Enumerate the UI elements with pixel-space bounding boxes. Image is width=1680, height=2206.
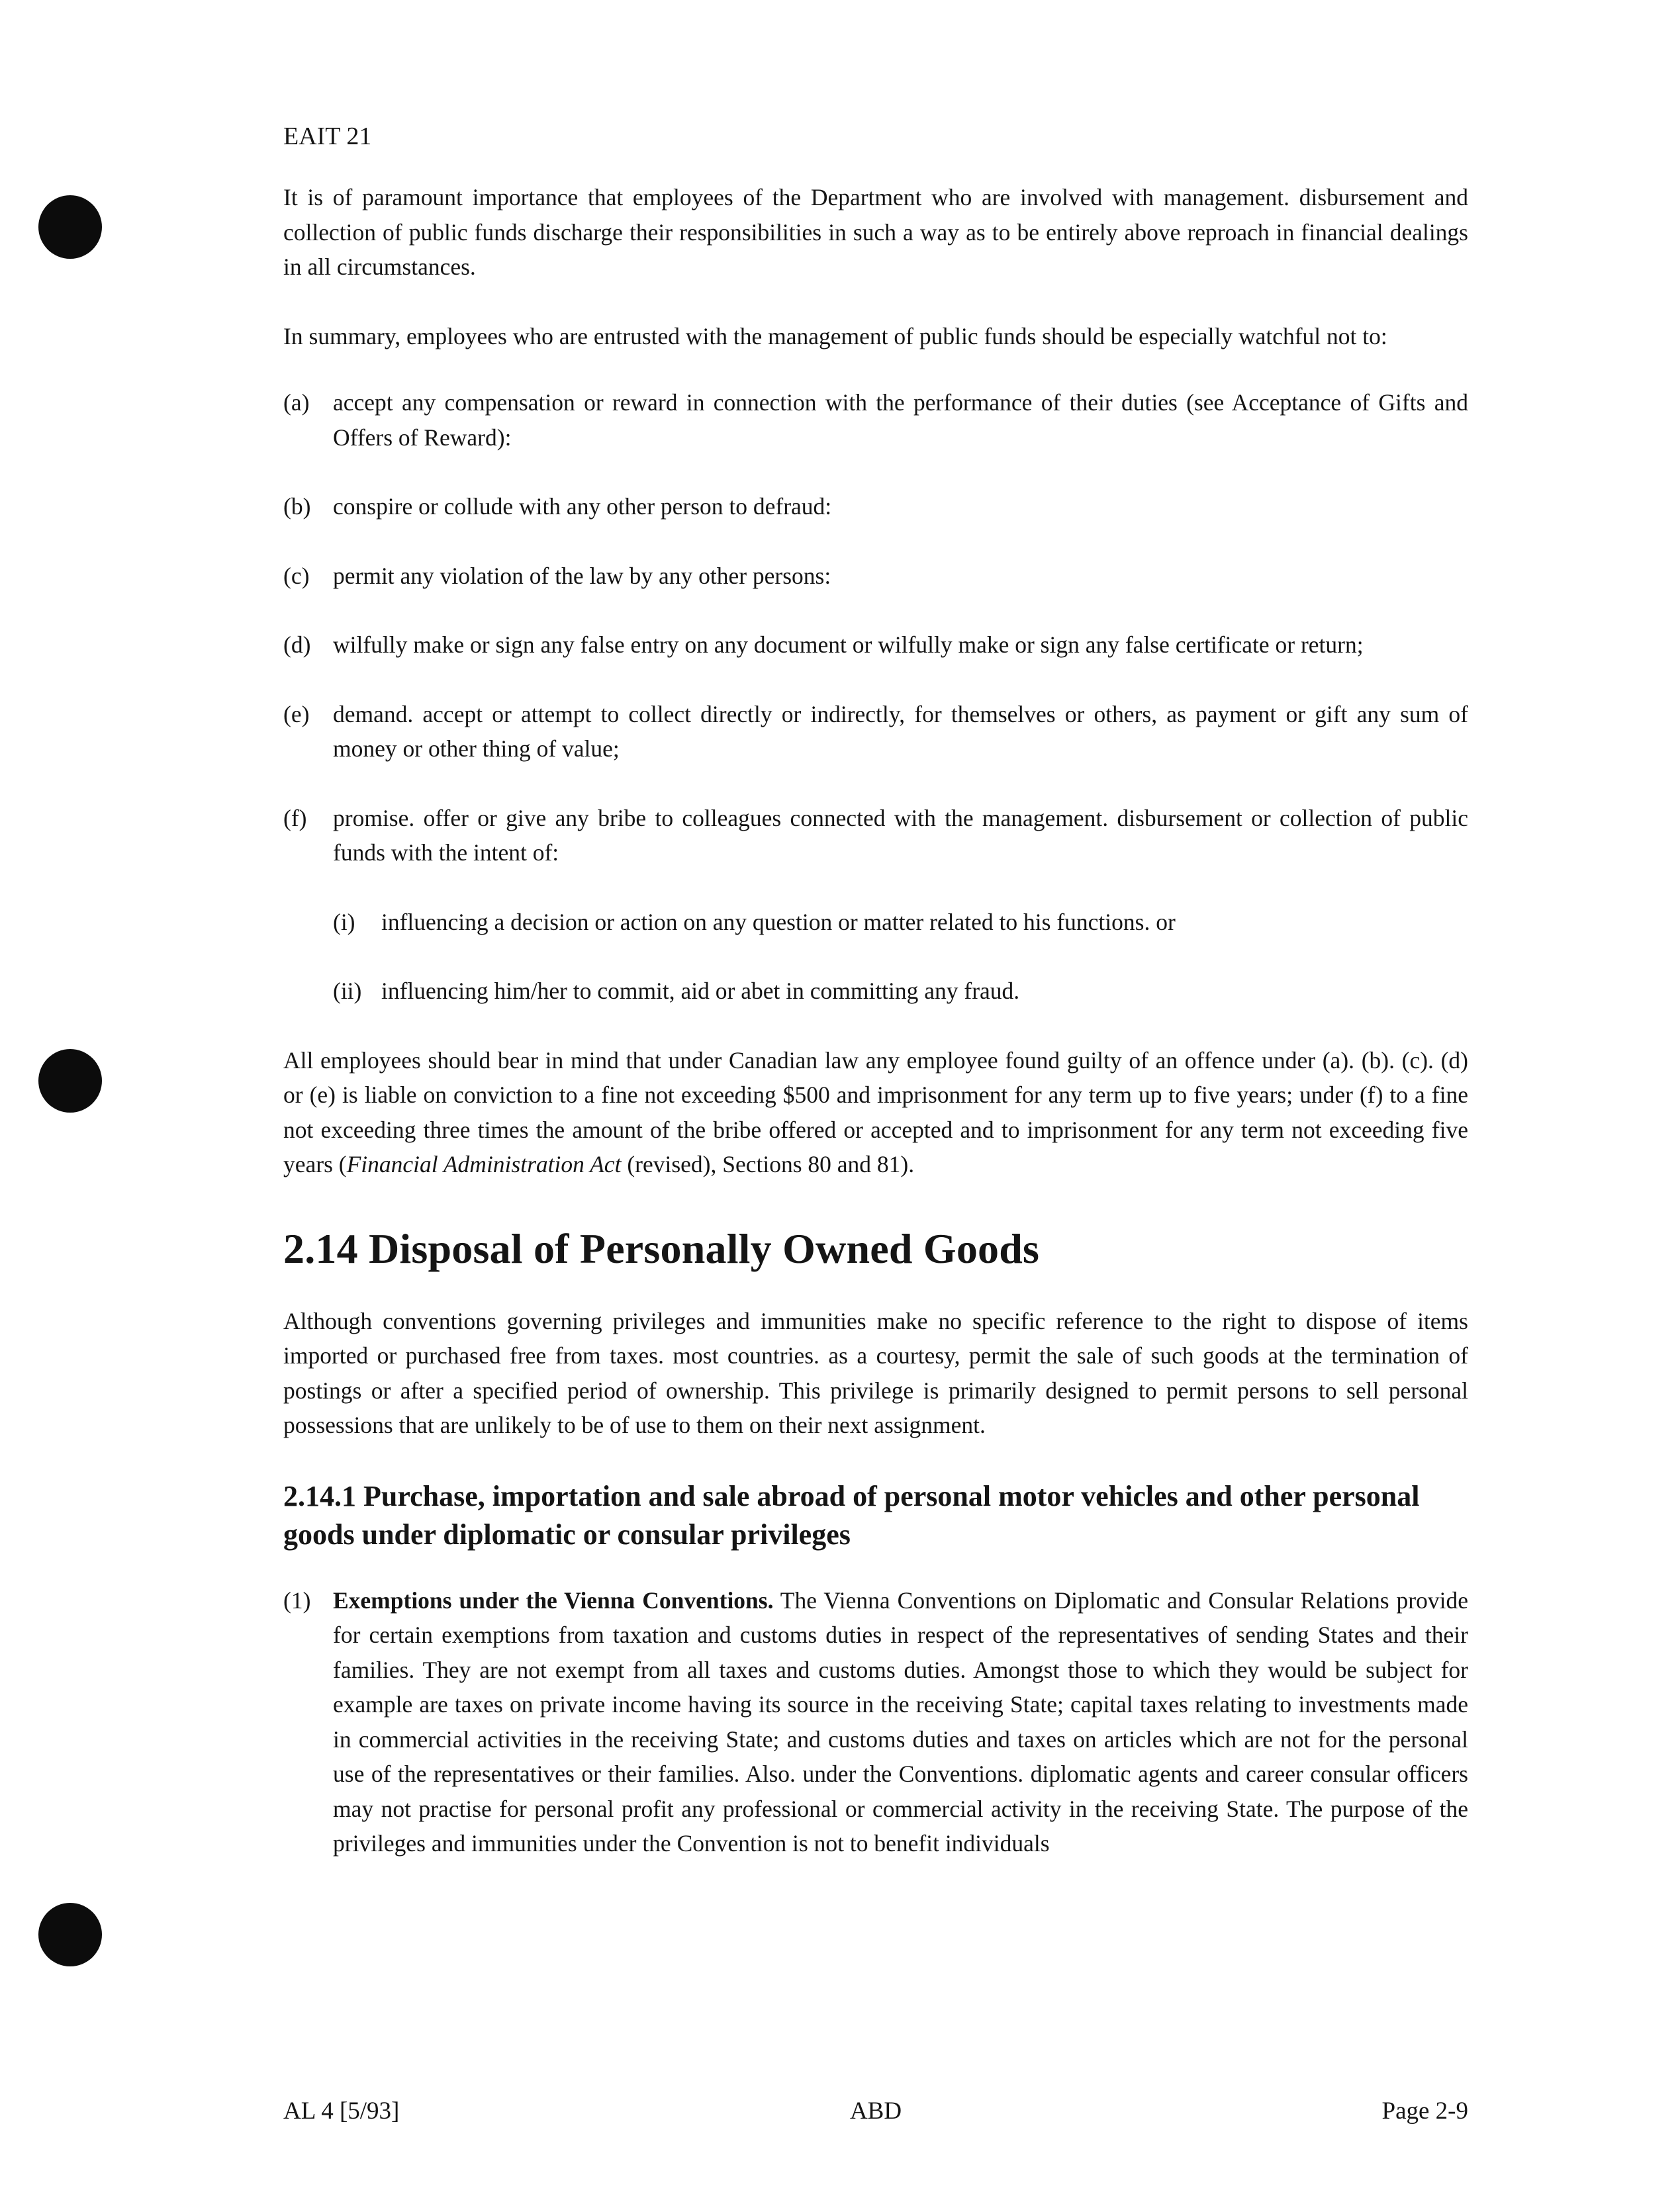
intro-paragraph: It is of paramount importance that employees of the Department who are involved with management. disbursement and collection of public funds discharge their responsibilities in such a way as to be entirely above reproach in financial dealings in all circumstances. — [283, 184, 1468, 280]
item-marker: (d) — [283, 631, 311, 658]
list-item — [283, 489, 1468, 524]
item-marker: (a) — [283, 389, 310, 416]
punch-hole — [38, 1049, 102, 1113]
list-item — [283, 697, 1468, 766]
item-text: wilfully make or sign any false entry on any document or wilfully make or sign any false certificate or return; — [333, 631, 1364, 658]
document-code: EAIT 21 — [283, 122, 372, 150]
list-item — [283, 385, 1468, 455]
item-marker: (ii) — [333, 978, 362, 1004]
page-number: Page 2-9 — [1381, 2097, 1468, 2125]
summary-paragraph: In summary, employees who are entrusted with the management of public funds should be especially watchful not to: — [283, 322, 1387, 349]
list-item — [283, 627, 1468, 663]
item-marker: (c) — [283, 562, 310, 589]
sub-list-item — [333, 974, 1468, 1009]
item-marker: (i) — [333, 908, 355, 935]
sub-list-item — [333, 905, 1468, 940]
list-item — [283, 801, 1468, 870]
item-text: influencing a decision or action on any question or matter related to his functions. or — [381, 908, 1176, 935]
section-paragraph: Although conventions governing privileges and immunities make no specific reference to the right to dispose of items imported or purchased free from taxes. most countries. as a courtesy, permit the sale of such goods at the termination of postings or after a specified period of ownership. This privilege is primarily designed to permit persons to sell personal possessions that are unlikely to be of use to them on their next assignment. — [283, 1307, 1468, 1438]
item-text: accept any compensation or reward in connection with the performance of their duties (see Acceptance of Gifts and Offers of Reward): — [333, 389, 1468, 451]
act-title: Financial Administration Act — [346, 1151, 622, 1177]
punch-hole — [38, 195, 102, 259]
item-text: conspire or collude with any other person to defraud: — [333, 493, 832, 520]
item-text: demand. accept or attempt to collect directly or indirectly, for themselves or others, as payment or gift any sum of money or other thing of value; — [333, 700, 1468, 762]
item-marker: (b) — [283, 493, 311, 520]
item-marker: (f) — [283, 804, 307, 831]
penalty-paragraph — [283, 1043, 1468, 1182]
prohibitions-list — [283, 385, 1468, 1009]
item-text: promise. offer or give any bribe to colleagues connected with the management. disbursement or collection of public funds with the intent of: — [333, 804, 1468, 866]
footer-center: ABD — [849, 2097, 902, 2125]
footer-left: AL 4 [5/93] — [283, 2097, 400, 2125]
numbered-item — [283, 1583, 1468, 1861]
item-text: permit any violation of the law by any other persons: — [333, 562, 831, 589]
item-text: The Vienna Conventions on Diplomatic and Consular Relations provide for certain exemptions from taxation and customs duties in respect of the representatives of sending States and their families. They are not exempt from all taxes and customs duties. Amongst those to which they would be subject for example are taxes on private income having its source in the receiving State; capital taxes relating to investments made in commercial activities in the receiving State; and customs duties and taxes on articles which are not for the personal use of the representatives or their families. Also. under the Conventions. diplomatic agents and career consular officers may not practise for personal profit any professional or commercial activity in the receiving State. The purpose of the privileges and immunities under the Convention is not to benefit individuals — [333, 1586, 1468, 1857]
penalty-text: All employees should bear in mind that under Canadian law any employee found guilty of an offence under (a). (b). (c). (d) or (e) is liable on conviction to a fine not exceeding $500 and imprisonment for any term up to five years; under (f) to a fine not exceeding three times the amount of the bribe offered or accepted and to imprisonment for any term not exceeding five years ( — [283, 1046, 1468, 1177]
item-text: influencing him/her to commit, aid or abet in committing any fraud. — [381, 978, 1020, 1004]
punch-hole — [38, 1903, 102, 1966]
list-item — [283, 559, 1468, 594]
item-lead: Exemptions under the Vienna Conventions. — [333, 1586, 774, 1614]
item-marker: (e) — [283, 700, 310, 727]
penalty-text-end: (revised), Sections 80 and 81). — [621, 1151, 915, 1177]
document-page — [283, 119, 1468, 1861]
section-heading: 2.14 Disposal of Personally Owned Goods — [283, 1224, 1040, 1272]
item-marker: (1) — [283, 1586, 311, 1614]
subsection-heading: 2.14.1 Purchase, importation and sale abroad of personal motor vehicles and other personal goods under diplomatic or consular privileges — [283, 1479, 1420, 1551]
